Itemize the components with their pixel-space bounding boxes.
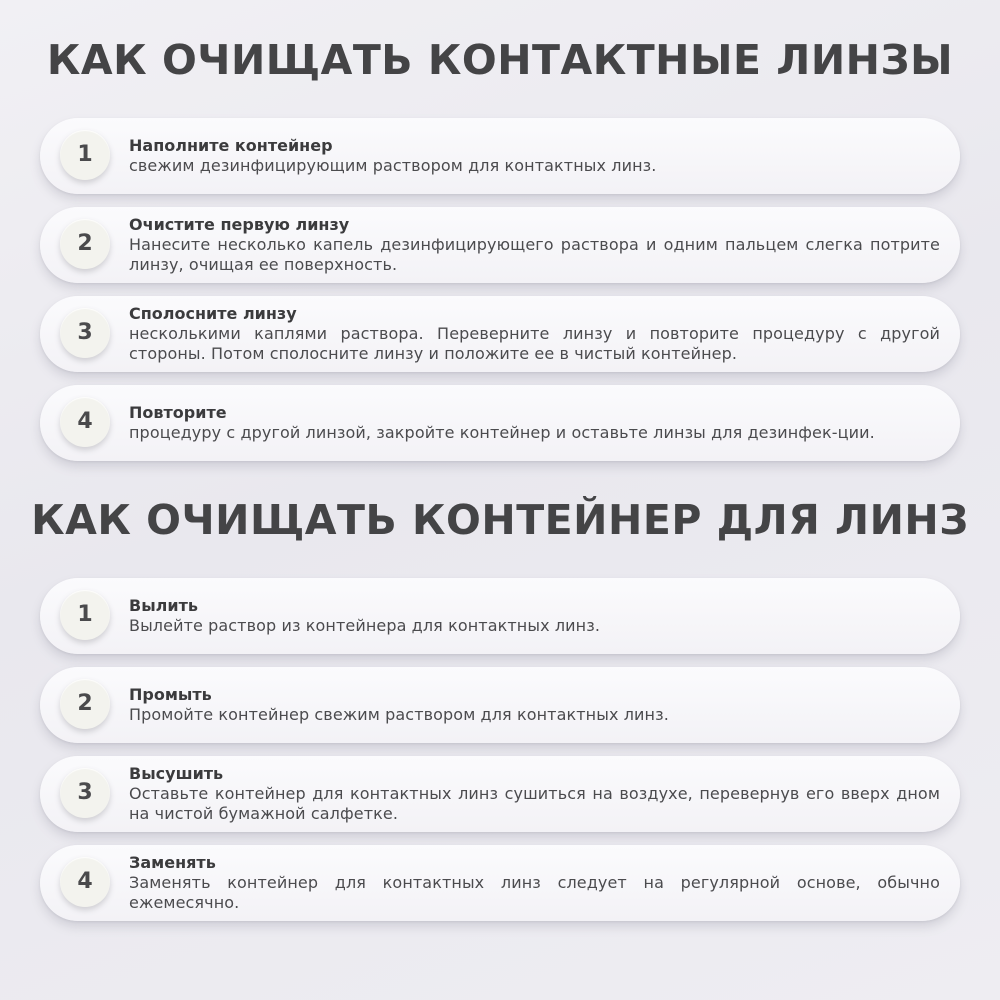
step-card: [40, 845, 960, 921]
container-cleaning-steps: [40, 578, 960, 934]
step-text: [129, 764, 940, 824]
section-title-lenses: КАК ОЧИЩАТЬ КОНТАКТНЫЕ ЛИНЗЫ: [46, 36, 954, 84]
step-number-badge: 1: [60, 590, 110, 640]
step-description: свежим дезинфицирующим раствором для контактных линз.: [129, 156, 657, 175]
step-number-badge: 3: [60, 308, 110, 358]
step-title: Промыть: [129, 685, 212, 704]
lens-cleaning-steps: [40, 118, 960, 474]
step-number-badge: 1: [60, 130, 110, 180]
step-description: Оставьте контейнер для контактных линз сушиться на воздухе, перевернув его вверх дном на чистой бумажной салфетке.: [129, 784, 940, 823]
step-title: Заменять: [129, 853, 216, 872]
step-text: [129, 215, 940, 275]
step-description: несколькими каплями раствора. Переверните линзу и повторите процедуру с другой стороны. Потом сполосните линзу и положите ее в чистый контейнер.: [129, 324, 940, 363]
step-description: Заменять контейнер для контактных линз следует на регулярной основе, обычно ежемесячно.: [129, 873, 940, 912]
step-title: Сполосните линзу: [129, 304, 297, 323]
step-title: Высушить: [129, 764, 224, 783]
step-number-badge: 2: [60, 219, 110, 269]
step-number-badge: 2: [60, 679, 110, 729]
step-text: [129, 136, 940, 176]
step-card: [40, 207, 960, 283]
step-description: процедуру с другой линзой, закройте контейнер и оставьте линзы для дезинфек-ции.: [129, 423, 875, 442]
step-description: Вылейте раствор из контейнера для контактных линз.: [129, 616, 601, 635]
step-card: [40, 578, 960, 654]
step-title: Повторите: [129, 403, 227, 422]
step-text: [129, 685, 940, 725]
step-description: Промойте контейнер свежим раствором для контактных линз.: [129, 705, 669, 724]
step-number-badge: 3: [60, 768, 110, 818]
step-text: [129, 596, 940, 636]
step-card: [40, 296, 960, 372]
step-description: Нанесите несколько капель дезинфицирующего раствора и одним пальцем слегка потрите линзу, очищая ее поверхность.: [129, 235, 940, 274]
step-card: [40, 756, 960, 832]
step-card: [40, 118, 960, 194]
step-text: [129, 304, 940, 364]
step-card: [40, 385, 960, 461]
step-title: Наполните контейнер: [129, 136, 333, 155]
step-title: Очистите первую линзу: [129, 215, 350, 234]
step-number-badge: 4: [60, 397, 110, 447]
step-card: [40, 667, 960, 743]
section-title-container: КАК ОЧИЩАТЬ КОНТЕЙНЕР ДЛЯ ЛИНЗ: [31, 496, 969, 544]
step-title: Вылить: [129, 596, 198, 615]
step-number-badge: 4: [60, 857, 110, 907]
step-text: [129, 403, 940, 443]
step-text: [129, 853, 940, 913]
